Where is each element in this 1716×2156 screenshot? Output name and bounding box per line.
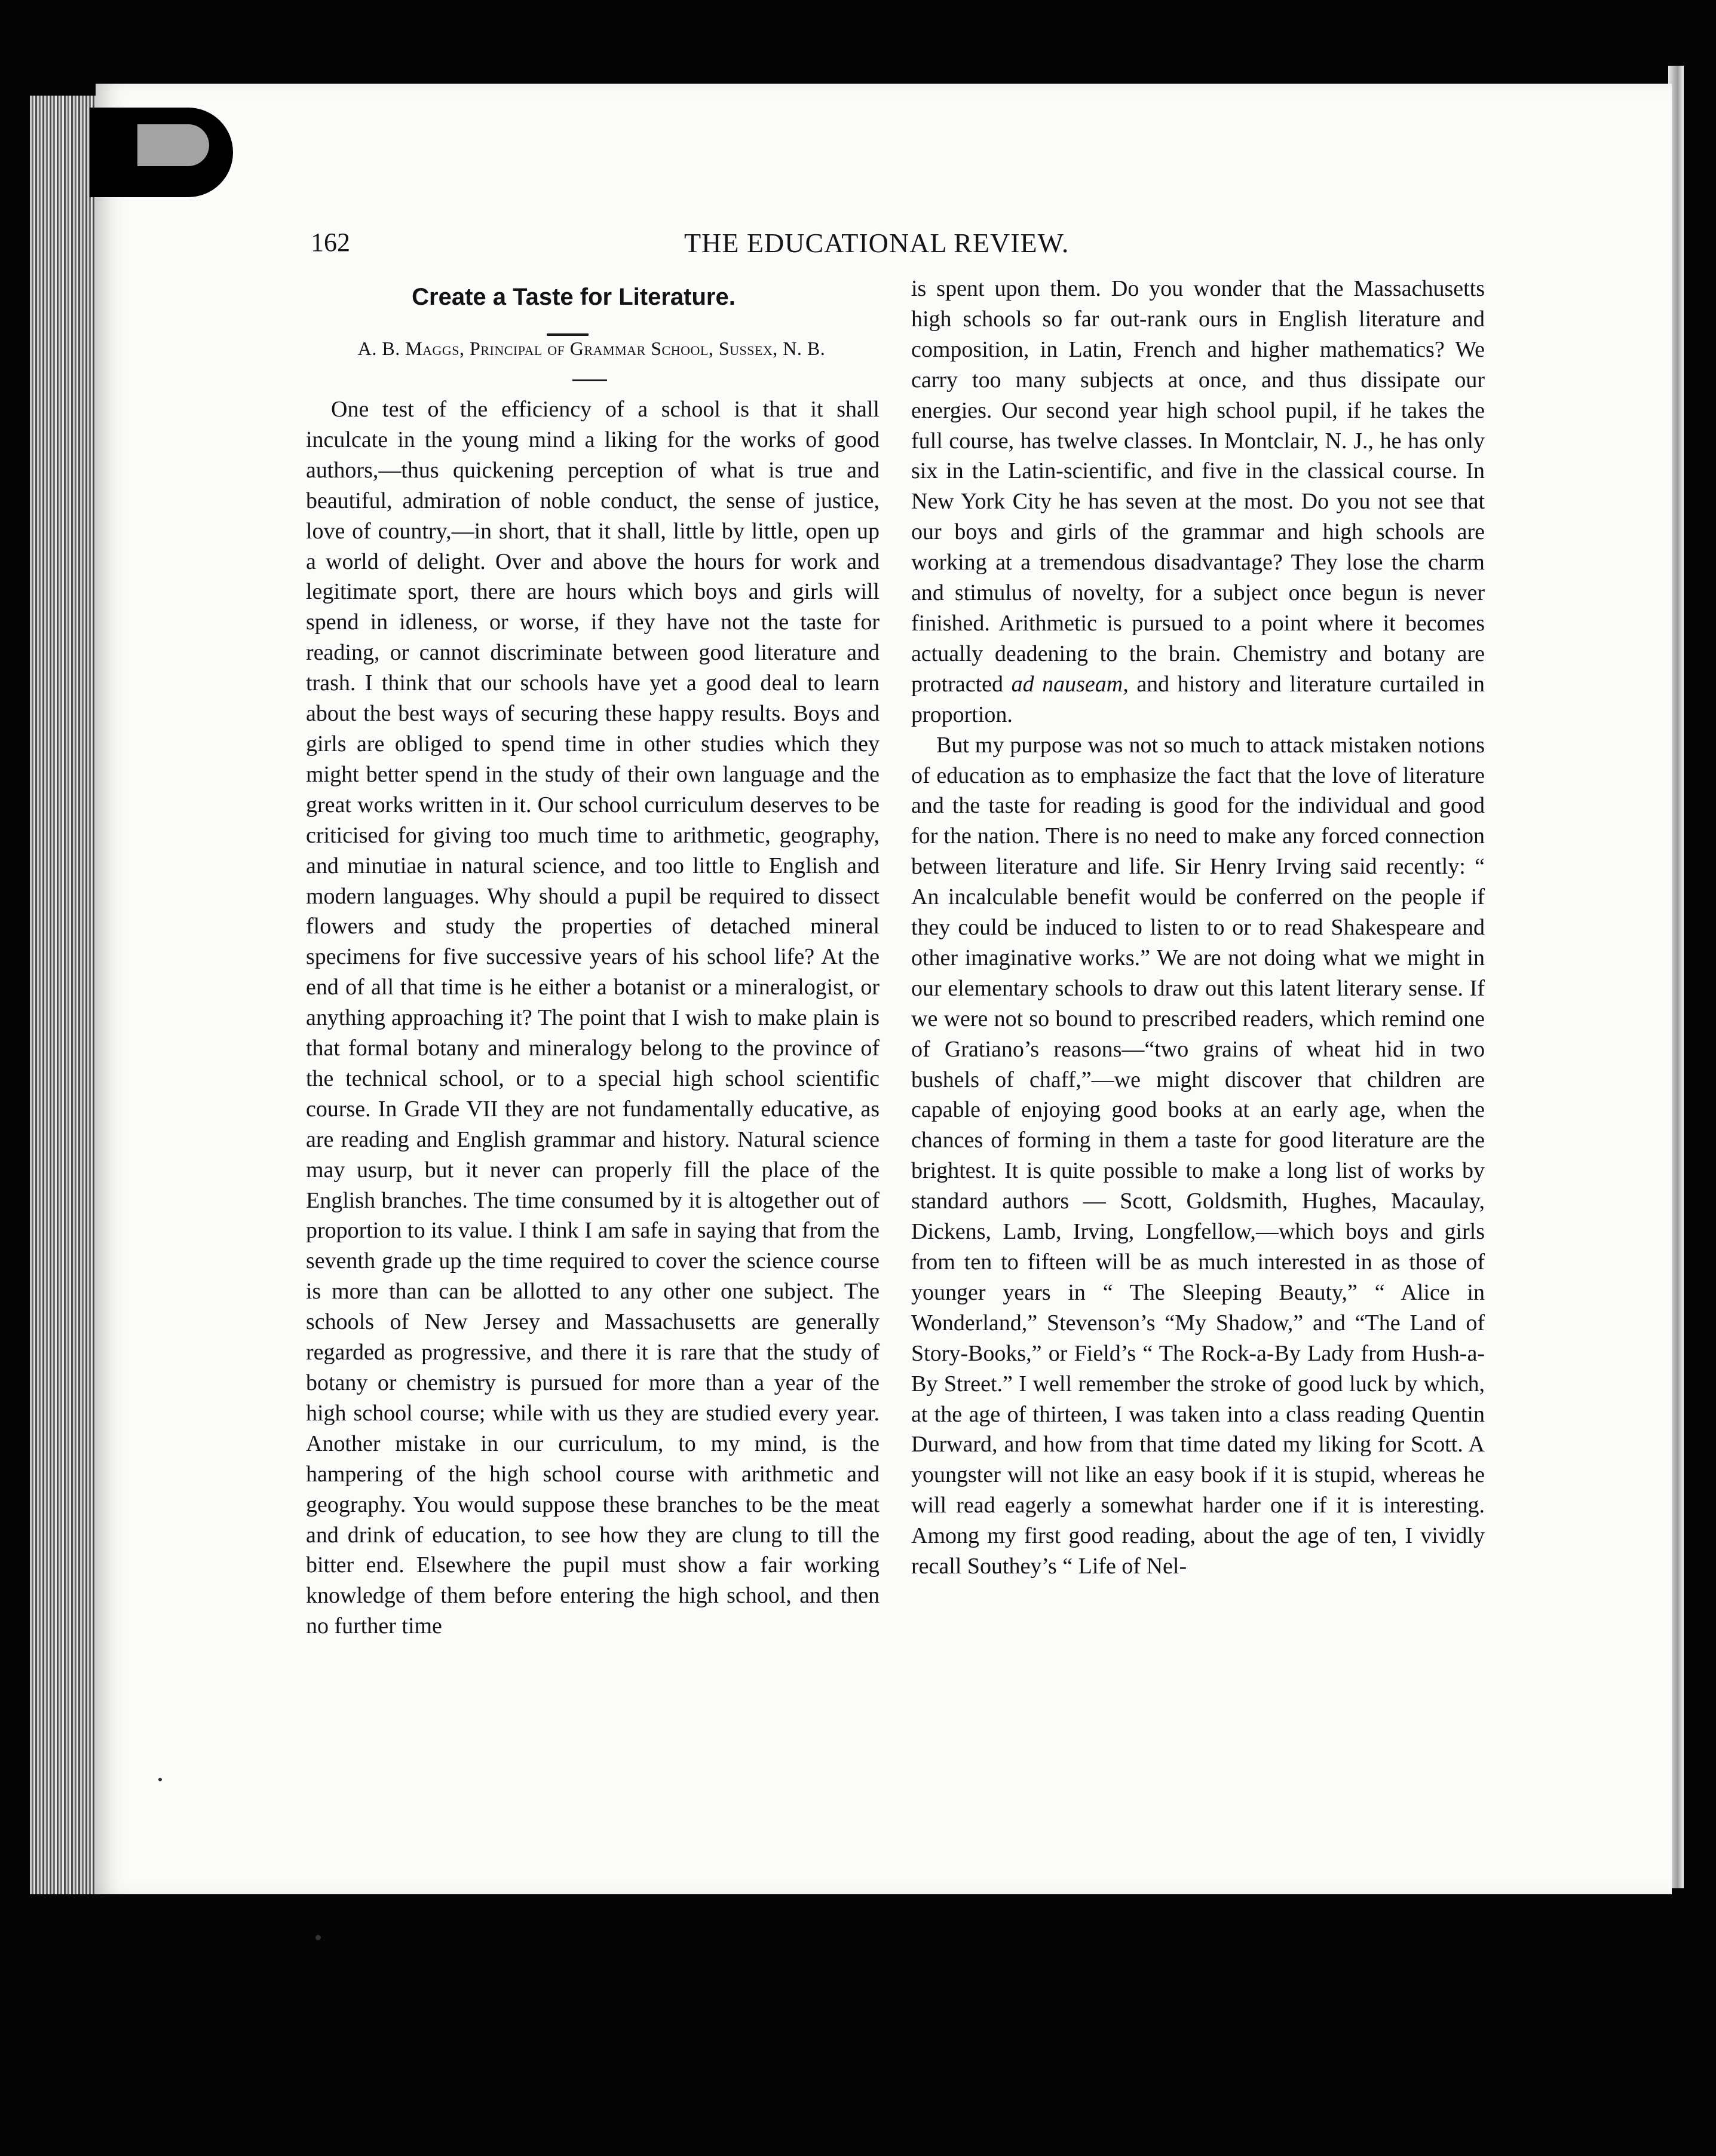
- title-rule: [547, 333, 589, 336]
- article-author: A. B. Maggs, Principal of Grammar School, Sussex, N. B.: [357, 338, 826, 359]
- text-column-right: [911, 274, 1485, 1582]
- paragraph: But my purpose was not so much to attack mistaken notions of education as to emphasize the fact that the love of literature and the taste for reading is good for the individual and good for the nation. There is no need to make any forced connection between literature and life. Sir Henry Irving said recently: “ An incalculable benefit would be conferred on the people if they could be induced to listen to or to read Shakespeare and other imaginative works.” We are not doing what we might in our elementary schools to draw out this latent literary sense. If we were not so bound to prescribed readers, which remind one of Gratiano’s reasons—“two grains of wheat hid in two bushels of chaff,”—we might discover that children are capable of enjoying good books at an early age, when the chances of forming in them a taste for good literature are the brightest. It is quite possible to make a long list of works by standard authors — Scott, Goldsmith, Hughes, Macaulay, Dickens, Lamb, Irving, Longfellow,—which boys and girls from ten to fifteen will be as much interested in as those of younger years in “ The Sleeping Beauty,” “ Alice in Wonderland,” Stevenson’s “My Shadow,” and “The Land of Story-Books,” or Field’s “ The Rock-a-By Lady from Hush-a-By Street.” I well remember the stroke of good luck by which, at the age of thirteen, I was taken into a class reading Quentin Durward, and how from that time dated my liking for Scott. A youngster will not like an easy book if it is stupid, whereas he will read eagerly a somewhat harder one if it is interesting. Among my first good reading, about the age of ten, I vividly recall Southey’s “ Life of Nel-: [911, 732, 1485, 1579]
- page-number: 162: [311, 228, 350, 257]
- paragraph: [911, 274, 1485, 730]
- text-column-left: [306, 394, 880, 1642]
- paragraph-text: is spent upon them. Do you wonder that the Massachusetts high schools so far out-rank ours in English literature and composition, in Latin, French and higher mathematics? We carry too many subjects at once, and thus dissipate our energies. Our second year high school pupil, if he takes the full course, has twelve classes. In Montclair, N. J., he has only six in the Latin-scientific, and five in the classical course. In New York City he has seven at the most. Do you not see that our boys and girls of the grammar and high schools are working at a tremendous disadvantage? They lose the charm and stimulus of novelty, for a subject once begun is never finished. Arithmetic is pursued to a point where it becomes actually deadening to the brain. Chemistry and botany are protracted: [911, 276, 1485, 697]
- paragraph-text: and history and literature curtailed in proportion.: [911, 671, 1485, 727]
- scanner-clip: [90, 108, 233, 197]
- scan-speck: [158, 1778, 162, 1781]
- author-rule: [572, 379, 607, 381]
- running-head: [311, 227, 1506, 269]
- scan-speck: [315, 1935, 321, 1940]
- article-title: Create a Taste for Literature.: [412, 284, 736, 310]
- journal-title: THE EDUCATIONAL REVIEW.: [684, 228, 1070, 258]
- paragraph: One test of the efficiency of a school is that it shall inculcate in the young mind a liking for the works of good authors,—thus quickening perception of what is true and beautiful, admiration of noble conduct, the sense of justice, love of country,—in short, that it shall, little by little, open up a world of delight. Over and above the hours for work and legitimate sport, there are hours which boys and girls will spend in idleness, or worse, if they have not the taste for reading, or cannot discriminate between good literature and trash. I think that our schools have yet a good deal to learn about the best ways of securing these happy results. Boys and girls are obliged to spend time in other studies which they might better spend in the study of their own language and the great works written in it. Our school curriculum deserves to be criticised for giving too much time to arithmetic, geography, and minutiae in natural science, and too little to English and modern languages. Why should a pupil be required to dissect flowers and study the properties of detached mineral specimens for five successive years of his school life? At the end of all that time is he either a botanist or a mineralogist, or anything approaching it? The point that I wish to make plain is that formal botany and mineralogy belong to the province of the technical school, or to a special high school scientific course. In Grade VII they are not fundamentally educative, as are reading and English grammar and history. Natural science may usurp, but it never can properly fill the place of the English branches. The time consumed by it is altogether out of proportion to its value. I think I am safe in saying that from the seventh grade up the time required to cover the science course is more than can be allotted to any other one subject. The schools of New Jersey and Massachusetts are generally regarded as progressive, and there it is rare that the study of botany or chemistry is pursued for more than a year of the high school course; while with us they are studied every year. Another mistake in our curriculum, to my mind, is the hampering of the high school course with arithmetic and geography. You would suppose these branches to be the meat and drink of education, to see how they are clung to till the bitter end. Elsewhere the pupil must show a fair working knowledge of them before entering the high school, and then no further time: [306, 397, 880, 1639]
- book-page-edges-left: [30, 96, 102, 1894]
- italic-phrase: ad nauseam,: [1011, 671, 1129, 697]
